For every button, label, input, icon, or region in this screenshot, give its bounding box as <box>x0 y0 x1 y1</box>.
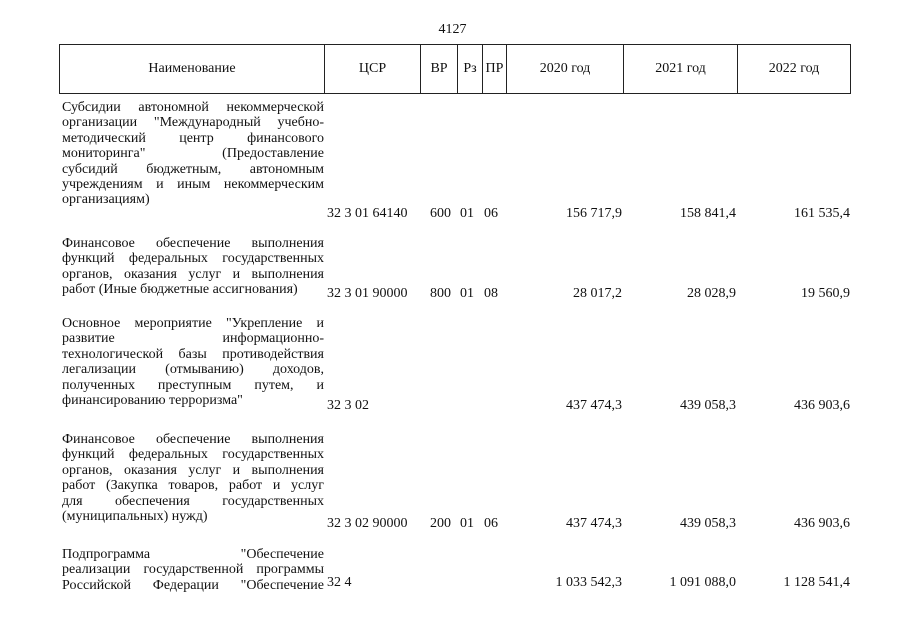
row-name-line: полученных преступным путем, и <box>62 377 324 393</box>
row-name-line: Российской Федерации "Обеспечение <box>62 577 324 593</box>
row-2020: 437 474,3 <box>566 516 622 531</box>
table-header <box>59 44 851 94</box>
header-rz: Рз <box>458 45 483 93</box>
row-name-line: развитие информационно- <box>62 331 324 347</box>
row-name-line: реализации государственной программы <box>62 562 324 578</box>
row-csr: 32 3 01 90000 <box>327 286 408 301</box>
header-2021: 2021 год <box>624 45 738 93</box>
row-name-line: Подпрограмма "Обеспечение <box>62 547 324 562</box>
row-name-line: мониторинга" (Предоставление <box>62 146 324 162</box>
row-name-line: организации "Международный учебно- <box>62 115 324 131</box>
row-csr: 32 3 01 64140 <box>327 206 408 221</box>
row-name <box>62 316 324 408</box>
row-name-line: органов, оказания услуг и выполнения <box>62 266 324 282</box>
row-csr: 32 4 <box>327 575 352 590</box>
row-2020: 156 717,9 <box>566 206 622 221</box>
row-name-line: методический центр финансового <box>62 130 324 146</box>
header-2020: 2020 год <box>507 45 624 93</box>
row-name-line: субсидий бюджетным, автономным <box>62 161 324 177</box>
row-vr: 800 <box>430 286 451 301</box>
row-vr: 600 <box>430 206 451 221</box>
row-name-line: функций федеральных государственных <box>62 447 324 463</box>
row-name <box>62 432 324 524</box>
row-name-line: работ (Иные бюджетные ассигнования) <box>62 282 298 298</box>
row-2022: 161 535,4 <box>794 206 850 221</box>
header-pr: ПР <box>483 45 507 93</box>
row-2020: 1 033 542,3 <box>555 575 622 590</box>
row-name-line: Финансовое обеспечение выполнения <box>62 236 324 251</box>
row-rz: 01 <box>460 206 474 221</box>
row-pr: 06 <box>484 206 498 221</box>
row-name-line: Основное мероприятие "Укрепление и <box>62 316 324 331</box>
row-name-line: работ (Закупка товаров, работ и услуг <box>62 478 324 494</box>
row-csr: 32 3 02 <box>327 398 369 413</box>
row-name-line: Финансовое обеспечение выполнения <box>62 432 324 447</box>
row-rz: 01 <box>460 286 474 301</box>
row-name-line: организациям) <box>62 192 150 208</box>
row-2020: 437 474,3 <box>566 398 622 413</box>
row-csr: 32 3 02 90000 <box>327 516 408 531</box>
row-name-line: (муниципальных) нужд) <box>62 509 208 525</box>
header-name: Наименование <box>60 45 325 93</box>
row-name-line: финансированию терроризма" <box>62 393 243 409</box>
row-name <box>62 547 324 593</box>
row-name-line: для обеспечения государственных <box>62 493 324 509</box>
row-2022: 436 903,6 <box>794 398 850 413</box>
row-pr: 06 <box>484 516 498 531</box>
header-2022: 2022 год <box>768 61 820 76</box>
row-name-line: учреждениям и иным некоммерческим <box>62 177 324 193</box>
row-2021: 1 091 088,0 <box>669 575 736 590</box>
row-name-line: функций федеральных государственных <box>62 251 324 267</box>
row-name-line: Субсидии автономной некоммерческой <box>62 100 324 115</box>
row-2022: 1 128 541,4 <box>783 575 850 590</box>
row-2020: 28 017,2 <box>573 286 622 301</box>
row-pr: 08 <box>484 286 498 301</box>
row-2022: 436 903,6 <box>794 516 850 531</box>
page-number: 4127 <box>438 22 467 37</box>
row-name-line: легализации (отмыванию) доходов, <box>62 362 324 378</box>
row-vr: 200 <box>430 516 451 531</box>
row-2021: 28 028,9 <box>687 286 736 301</box>
row-name <box>62 236 324 298</box>
row-2021: 439 058,3 <box>680 516 736 531</box>
header-csr: ЦСР <box>325 45 421 93</box>
row-2021: 158 841,4 <box>680 206 736 221</box>
row-name-line: технологической базы противодействия <box>62 346 324 362</box>
row-rz: 01 <box>460 516 474 531</box>
header-vr: ВР <box>421 45 458 93</box>
row-name <box>62 100 324 208</box>
row-2022: 19 560,9 <box>801 286 850 301</box>
row-2021: 439 058,3 <box>680 398 736 413</box>
row-name-line: органов, оказания услуг и выполнения <box>62 462 324 478</box>
